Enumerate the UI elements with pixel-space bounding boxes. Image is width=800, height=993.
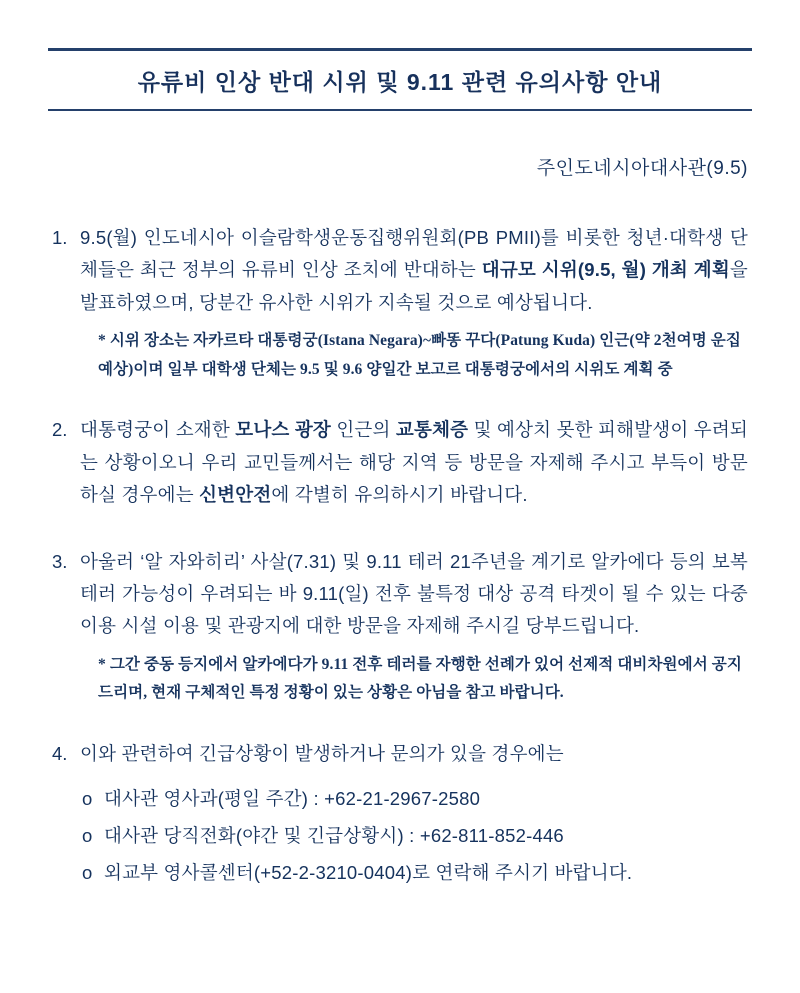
plain-text: 대통령궁이 소재한 — [80, 419, 236, 441]
contact-text: 외교부 영사콜센터(+52-2-3210-0404)로 연락해 주시기 바랍니다. — [104, 862, 633, 884]
contact-list-item — [82, 854, 748, 891]
page-title: 유류비 인상 반대 시위 및 9.11 관련 유의사항 안내 — [137, 69, 663, 95]
item-text — [80, 414, 748, 511]
contact-list — [82, 780, 748, 891]
plain-text: 9.5(월) 인도네시아 이슬람학생운동집행위원회(PB PMII)를 비롯한 청년·대학생 단체들은 최근 정부의 유류비 인상 조치에 반대하는 — [80, 227, 748, 281]
contact-list-item — [82, 780, 748, 817]
spacer — [52, 708, 748, 738]
bullet-marker: o — [82, 862, 93, 884]
item-text — [80, 546, 748, 643]
spacer — [52, 891, 748, 921]
list-item — [52, 738, 748, 921]
item-row — [52, 414, 748, 511]
item-note: * 시위 장소는 자카르타 대통령궁(Istana Negara)~빠똥 꾸다(Patung Kuda) 인근(약 2천여명 운집 예상)이며 일부 대학생 단체는 9.5 및 9.6 양일간 보고르 대통령궁에서의 시위도 계획 중 — [98, 332, 741, 378]
item-text — [80, 738, 748, 770]
spacer — [52, 516, 748, 546]
plain-text: 에 각별히 유의하시기 바랍니다. — [271, 484, 528, 506]
plain-text: 인근의 — [331, 419, 396, 441]
issuer-line: 주인도네시아대사관(9.5) — [536, 158, 748, 179]
numbered-items — [52, 222, 748, 921]
contact-list-item — [82, 817, 748, 854]
item-number: 4. — [52, 743, 68, 765]
emphasis-text: 모나스 광장 — [235, 419, 331, 441]
item-row — [52, 222, 748, 319]
list-item — [52, 222, 748, 414]
title-block — [48, 48, 752, 111]
bullet-marker: o — [82, 825, 93, 847]
item-number: 2. — [52, 419, 68, 441]
item-row — [52, 546, 748, 643]
document-page — [0, 48, 800, 993]
item-text — [80, 222, 748, 319]
emphasis-text: 교통체증 — [395, 419, 469, 441]
contact-text: 대사관 당직전화(야간 및 긴급상황시) : +62-811-852-446 — [104, 825, 564, 847]
list-item — [52, 546, 748, 738]
bullet-marker: o — [82, 788, 93, 810]
item-row — [52, 738, 748, 770]
contact-text: 대사관 영사과(평일 주간) : +62-21-2967-2580 — [104, 788, 481, 810]
plain-text: 이와 관련하여 긴급상황이 발생하거나 문의가 있을 경우에는 — [80, 743, 564, 765]
list-item — [52, 414, 748, 545]
item-number: 3. — [52, 550, 68, 572]
document-body — [52, 222, 748, 921]
emphasis-text: 신변안전 — [199, 484, 272, 506]
item-number: 1. — [52, 227, 68, 248]
plain-text: 을 발표하였으며, 당분간 유사한 시위가 지속될 것으로 예상됩니다. — [80, 259, 748, 313]
plain-text: 및 예상치 못한 피해발생이 우려되는 상황이오니 우리 교민들께서는 해당 지역 등 방문을 자제해 주시고 부득이 방문하실 경우에는 — [80, 419, 748, 506]
title-rule-bottom — [48, 109, 752, 111]
spacer — [52, 384, 748, 414]
item-note: * 그간 중동 등지에서 알카에다가 9.11 전후 테러를 자행한 선례가 있어 선제적 대비차원에서 공지 드리며, 현재 구체적인 특정 정황이 있는 상황은 아님을 참고 바랍니다. — [98, 655, 742, 702]
emphasis-text: 대규모 시위(9.5, 월) 개최 계획 — [481, 259, 730, 281]
plain-text: 아울러 ‘알 자와히리’ 사살(7.31) 및 9.11 테러 21주년을 계기로 알카에다 등의 보복 테러 가능성이 우려되는 바 9.11(일) 전후 불특정 대상 공격 타겟이 될 수 있는 다중이용 시설 이용 및 관광지에 대한 방문을 자제해 주시길 당부드립니다. — [80, 550, 748, 637]
